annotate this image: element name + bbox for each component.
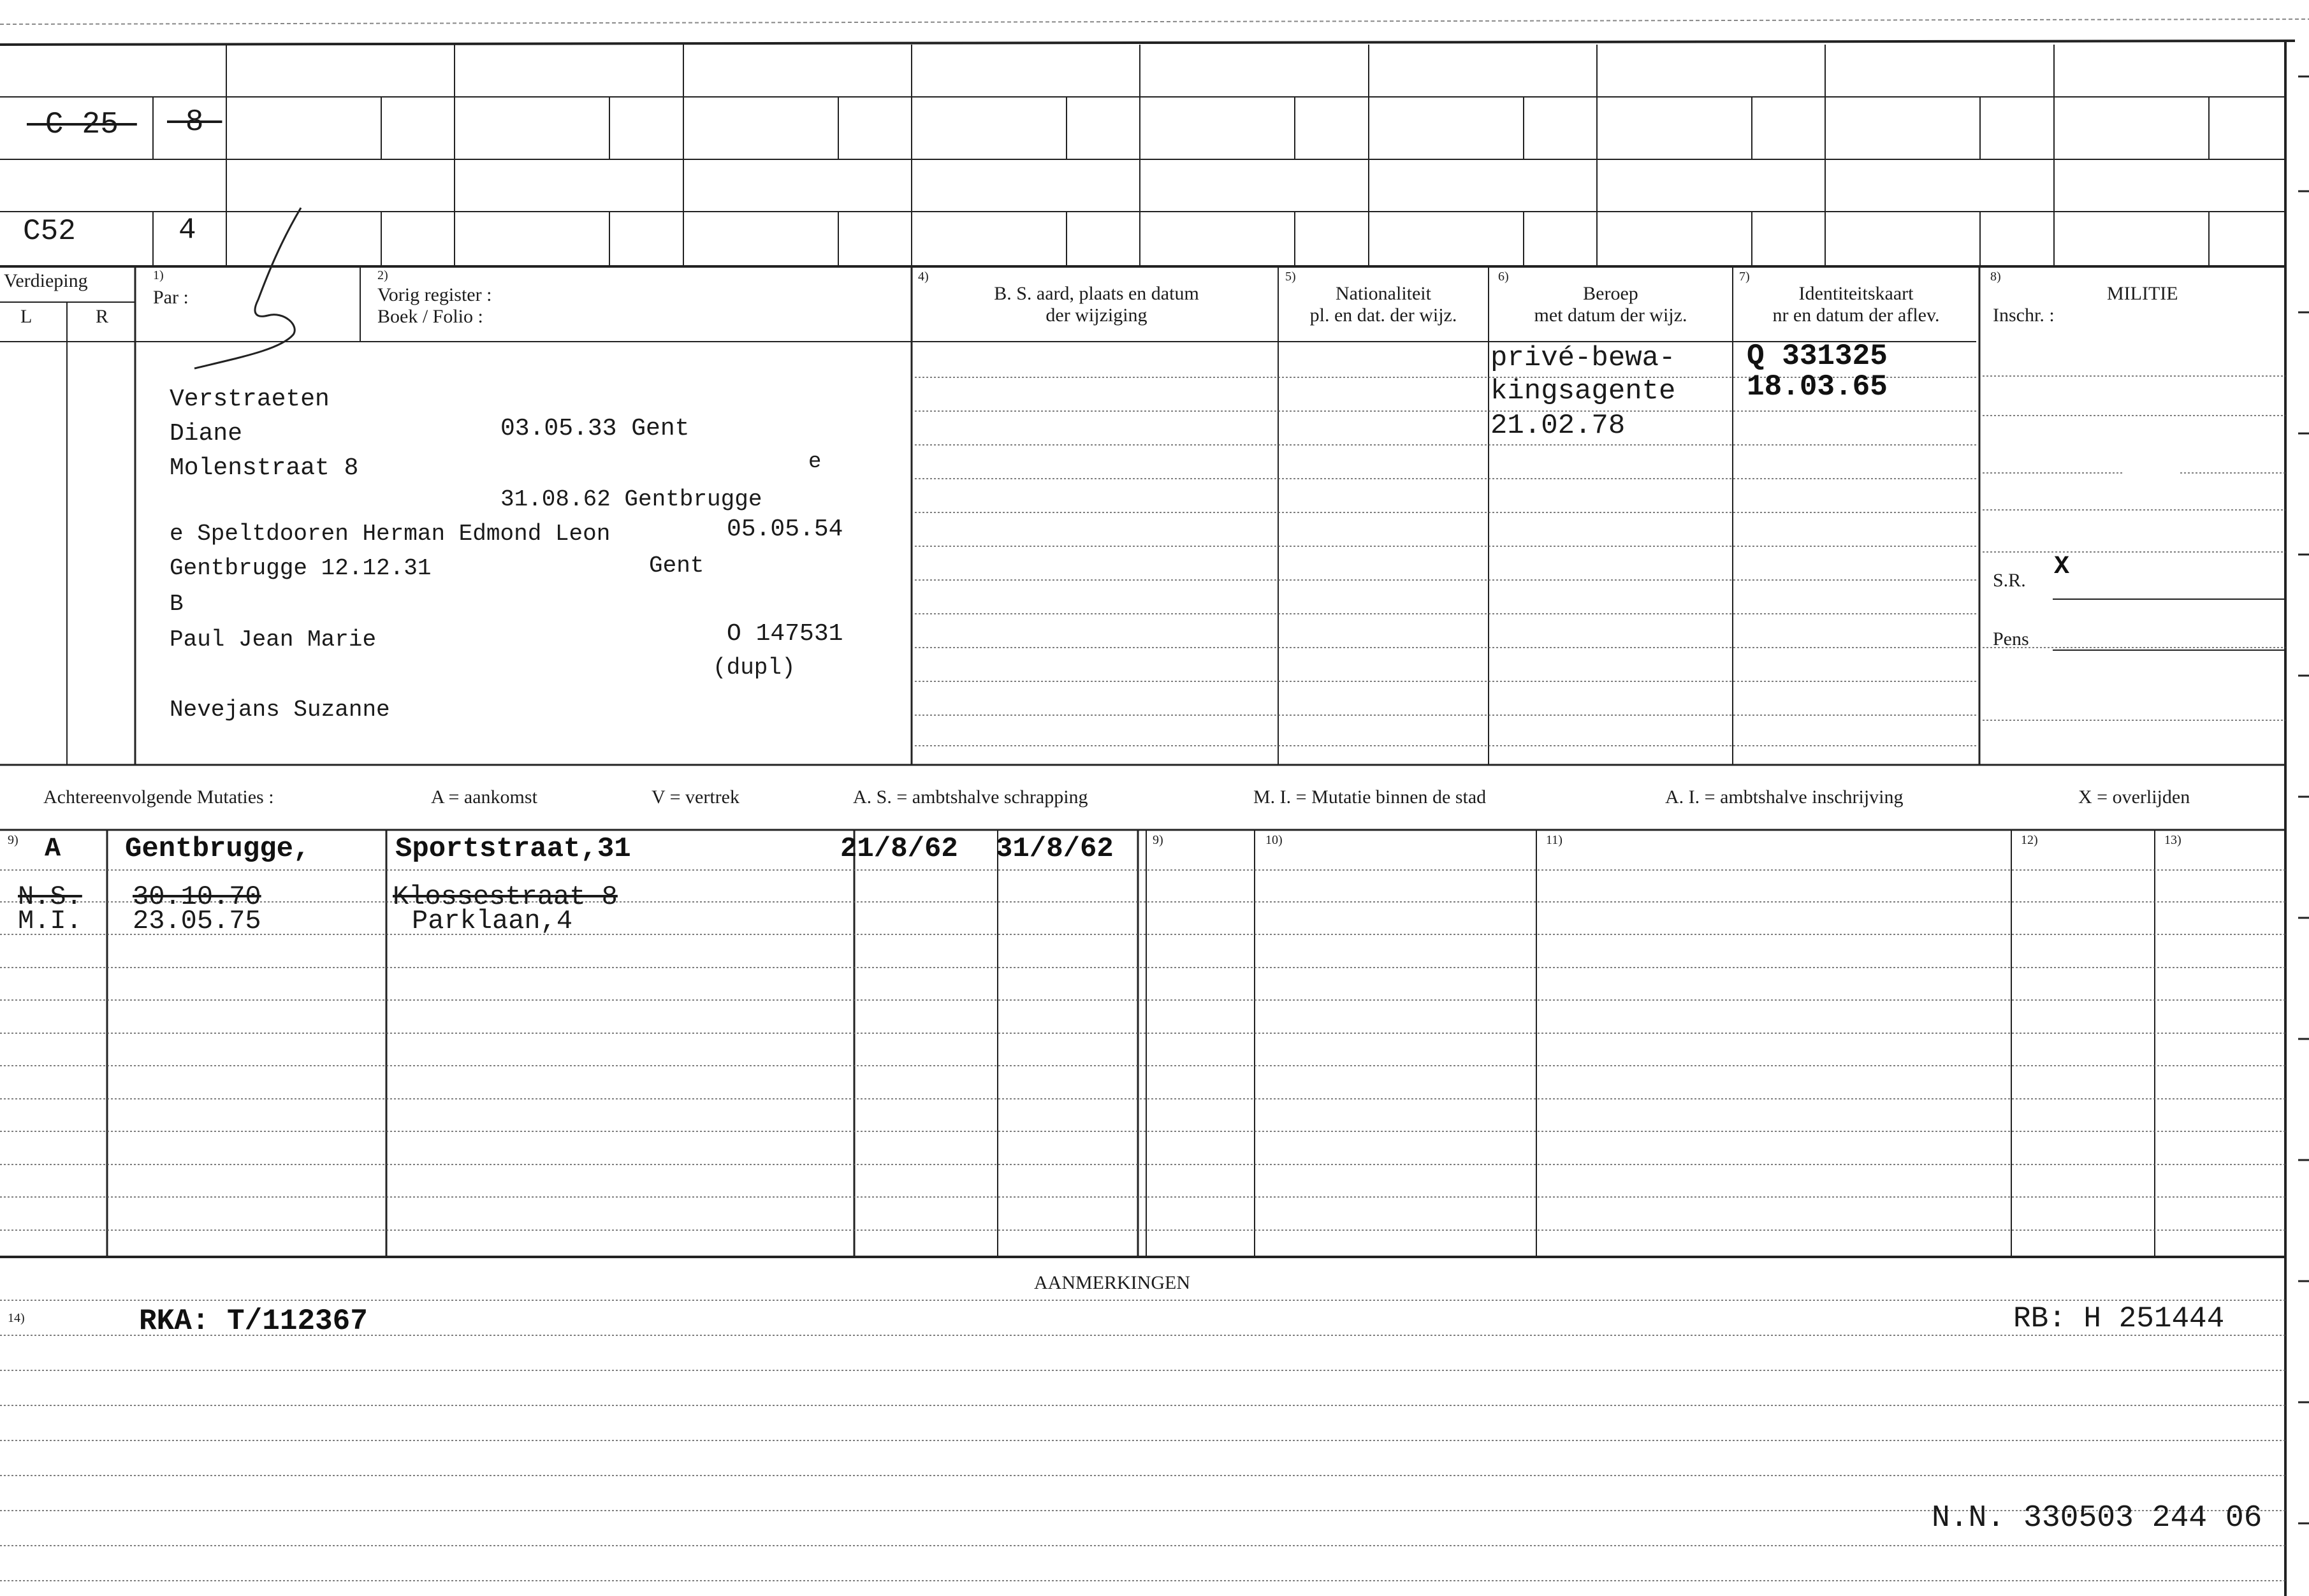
identiteitskaart-sub-label: nr en datum der aflev. — [1772, 305, 1940, 326]
id-card-number: Q 331325 — [1747, 340, 1888, 373]
address: Molenstraat 8 — [170, 454, 359, 482]
note-2-mark: 2) — [377, 268, 388, 282]
mutation-1-street: Sportstraat,31 — [395, 833, 631, 865]
col-9b-mark: 9) — [1153, 833, 1163, 847]
bs-label-2: der wijziging — [1045, 305, 1147, 326]
note-5-mark: 5) — [1285, 270, 1296, 284]
child-name: Paul Jean Marie — [170, 627, 377, 653]
surname: Verstraeten — [170, 386, 330, 413]
identiteitskaart-label: Identiteitskaart — [1798, 283, 1914, 304]
mother-name: Nevejans Suzanne — [170, 697, 390, 723]
beroep-line-2: kingsagente — [1490, 375, 1676, 407]
legend-title: Achtereenvolgende Mutaties : — [43, 787, 274, 808]
id-card-date: 18.03.65 — [1747, 370, 1888, 403]
mutation-3-date: 23.05.75 — [133, 906, 261, 936]
rb-reference: RB: H 251444 — [2013, 1302, 2225, 1335]
sr-label: S.R. — [1993, 570, 2026, 591]
mutation-1-type: A — [45, 833, 61, 864]
note-4-mark: 4) — [918, 270, 929, 284]
bs-label-1: B. S. aard, plaats en datum — [994, 283, 1199, 304]
legend-mi: M. I. = Mutatie binnen de stad — [1253, 787, 1487, 808]
mutation-1-date-b: 31/8/62 — [996, 833, 1114, 865]
register-code: C52 — [23, 215, 76, 248]
birth-date-place: 03.05.33 Gent — [500, 415, 690, 442]
old-register-code: -C 25- — [27, 108, 137, 142]
note-1-mark: 1) — [153, 268, 164, 282]
verdieping-r-label: R — [96, 306, 109, 327]
aanmerkingen-title: AANMERKINGEN — [1034, 1272, 1190, 1293]
first-name: Diane — [170, 420, 243, 447]
national-number: N.N. 330503 244 06 — [1932, 1501, 2262, 1535]
mutation-3-street: Parklaan,4 — [412, 906, 573, 936]
note-14-mark: 14) — [8, 1311, 25, 1325]
spouse: e Speltdooren Herman Edmond Leon — [170, 521, 611, 547]
par-label: Par : — [153, 287, 189, 308]
old-register-number: -8- — [167, 105, 222, 140]
marriage-place: Gent — [649, 553, 704, 579]
pens-label: Pens — [1993, 628, 2029, 649]
verdieping-label: Verdieping — [4, 270, 88, 291]
child-id: O 147531 — [727, 620, 843, 648]
col-9-mark: 9) — [8, 833, 18, 847]
inschr-label: Inschr. : — [1993, 305, 2055, 326]
verdieping-l-label: L — [20, 306, 33, 327]
rka-reference: RKA: T/112367 — [139, 1305, 368, 1338]
militie-label: MILITIE — [2107, 283, 2178, 304]
legend-as: A. S. = ambtshalve schrapping — [853, 787, 1088, 808]
legend-ai: A. I. = ambtshalve inschrijving — [1665, 787, 1904, 808]
register-number: 4 — [178, 214, 196, 247]
beroep-sub-label: met datum der wijz. — [1534, 305, 1687, 326]
marker-b: B — [170, 591, 184, 617]
vorig-register-label: Vorig register : — [377, 284, 492, 305]
sr-mark: X — [2054, 553, 2070, 581]
duplicate-note: (dupl) — [713, 655, 796, 681]
legend-v: V = vertrek — [652, 787, 739, 808]
marriage: Gentbrugge 12.12.31 — [170, 555, 432, 581]
arrival-date-place: 31.08.62 Gentbrugge — [500, 486, 762, 512]
mutation-3-type: M.I. — [18, 906, 82, 936]
beroep-label: Beroep — [1583, 283, 1638, 304]
col-10-mark: 10) — [1265, 833, 1283, 847]
legend-x: X = overlijden — [2078, 787, 2190, 808]
spouse-date: 05.05.54 — [727, 516, 843, 543]
mutation-2-type: N.S. — [18, 881, 82, 912]
mutation-1-date-a: 21/8/62 — [840, 833, 958, 865]
note-7-mark: 7) — [1739, 270, 1750, 284]
beroep-line-1: privé-bewa- — [1490, 342, 1676, 374]
legend-a: A = aankomst — [431, 787, 537, 808]
mutation-2-date: 30.10.70 — [133, 881, 261, 912]
mutation-2-street: Klossestraat 8 — [393, 881, 618, 912]
note-6-mark: 6) — [1498, 270, 1509, 284]
col-12-mark: 12) — [2021, 833, 2038, 847]
nationaliteit-label: Nationaliteit — [1336, 283, 1431, 304]
beroep-date: 21.02.78 — [1490, 410, 1626, 442]
pen-stroke — [194, 208, 301, 368]
boek-folio-label: Boek / Folio : — [377, 306, 483, 327]
col-11-mark: 11) — [1546, 833, 1562, 847]
col-13-mark: 13) — [2164, 833, 2182, 847]
superscript-e-1: e — [808, 450, 822, 474]
nationaliteit-sub-label: pl. en dat. der wijz. — [1309, 305, 1457, 326]
note-8-mark: 8) — [1990, 270, 2001, 284]
mutation-1-place: Gentbrugge, — [125, 833, 310, 865]
